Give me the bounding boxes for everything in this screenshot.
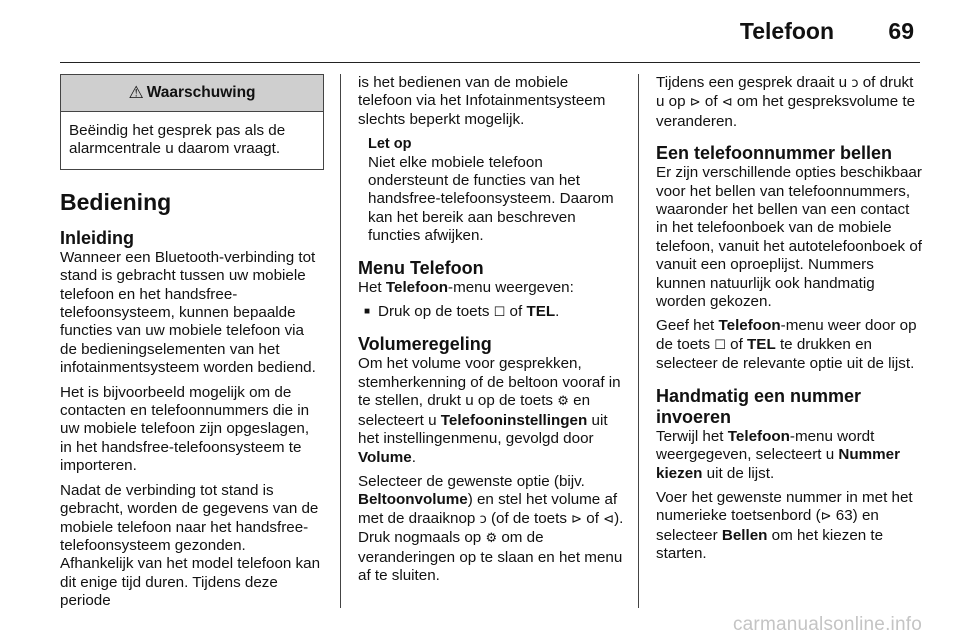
subsection-heading-menu: Menu Telefoon — [358, 257, 484, 278]
left-key-icon: ⊲ — [603, 511, 615, 527]
warning-icon: ⚠ — [128, 82, 144, 102]
paragraph: Wanneer een Bluetooth-verbinding tot stand is gebracht tussen uw mobiele telefoon en het handsfree-telefoonsysteem, kunnen bepaalde functies van uw mobiele telefoon via de bedieningselementen van het infotainmentsysteem worden bediend. — [60, 248, 316, 377]
warning-box — [60, 74, 324, 170]
text: Tijdens een gesprek draait u — [656, 74, 852, 91]
list-item — [358, 303, 624, 322]
paragraph: Het is bijvoorbeeld mogelijk om de contacten en telefoonnummers die in uw mobiele telefoon zijn opgeslagen, in het handsfree-telefoonsysteem te importeren. — [60, 383, 310, 475]
page-header — [60, 14, 920, 63]
note-box — [358, 135, 624, 245]
watermark: carmanualsonline.info — [732, 614, 922, 635]
key-name: TEL — [526, 303, 556, 321]
paragraph: Nadat de verbinding tot stand is gebracht, worden de gegevens van de mobiele telefoon naar het handsfree-telefoonsysteem gezonden. Afhankelijk van het model telefoon kan dit enige tijd duren. Tijdens deze periode — [60, 481, 321, 610]
paragraph — [656, 317, 922, 373]
paragraph — [656, 74, 922, 131]
text: ). Druk nogmaals op — [358, 509, 624, 547]
text: Voer het gewenste nummer in met het numerieke toetsenbord ( — [656, 488, 913, 525]
menu-name: Telefoon — [718, 317, 781, 335]
page-reference: 63 — [835, 507, 853, 525]
text: Om het volume voor gesprekken, stemherkenning of de beltoon vooraf in te stellen, drukt u op de toets — [358, 355, 621, 410]
text: ) en stel het volume af met de draaiknop — [358, 491, 618, 527]
text: . — [555, 303, 560, 321]
text: -menu weergeven: — [448, 278, 574, 296]
text: om de veranderingen op te slaan en het menu af te sluiten. — [358, 529, 623, 584]
paragraph — [656, 428, 922, 483]
text: ) en selecteer — [656, 507, 879, 544]
right-key-icon: ⊳ — [571, 511, 583, 527]
settings-key-icon: ⚙ — [557, 394, 569, 410]
column-divider — [340, 74, 341, 608]
paragraph — [358, 355, 624, 466]
text: uit het instellingenmenu, gevolgd door — [358, 411, 608, 448]
text: of — [505, 303, 527, 321]
text: -menu weer door op de toets — [656, 317, 917, 353]
menu-name: Telefoon — [727, 427, 790, 445]
text: (of de toets — [486, 509, 572, 527]
menu-option: Nummer kiezen — [656, 446, 900, 482]
text: uit de lijst. — [702, 464, 775, 482]
phone-key-icon: ☐ — [714, 337, 726, 353]
warning-header — [61, 75, 323, 112]
text: Terwijl het — [656, 427, 728, 445]
knob-icon: ↄ — [479, 511, 487, 527]
left-key-icon: ⊲ — [721, 95, 733, 111]
section-heading-bediening: Bediening — [60, 188, 172, 215]
warning-text: Beëindig het gesprek pas als de alarmcentrale u daarom vraagt. — [69, 122, 286, 158]
column-2 — [358, 74, 624, 591]
text: Geef het — [656, 317, 719, 335]
key-name: TEL — [747, 335, 776, 353]
subsection-heading-bellen: Een telefoonnummer bellen — [656, 143, 893, 164]
text: Selecteer de gewenste optie (bijv. — [358, 472, 585, 490]
text: of — [700, 93, 722, 111]
page-ref-arrow-icon: ⊳ — [820, 509, 832, 525]
column-divider — [638, 74, 639, 608]
list-item-text — [378, 303, 559, 322]
text: om het kiezen te starten. — [656, 526, 884, 563]
column-1 — [60, 74, 322, 617]
menu-option: Telefooninstellingen — [440, 411, 588, 429]
note-text: Niet elke mobiele telefoon ondersteunt de functies van het handsfree-telefoonsysteem. Daarom kan het bereik aan beschreven functies afwijken. — [368, 153, 614, 245]
text: -menu wordt weergegeven, selecteert u — [656, 427, 875, 464]
warning-heading: Waarschuwing — [146, 83, 256, 101]
paragraph — [358, 279, 624, 297]
text: te drukken en selecteer de relevante optie uit de lijst. — [656, 335, 915, 373]
paragraph — [656, 489, 922, 564]
text: of drukt u op — [656, 74, 914, 111]
bullet-marker: ■ — [364, 306, 371, 318]
paragraph — [358, 473, 624, 585]
subsection-heading-inleiding: Inleiding — [60, 227, 134, 248]
menu-name: Telefoon — [385, 278, 449, 296]
right-key-icon: ⊳ — [689, 95, 701, 111]
text: en selecteert u — [358, 392, 591, 429]
text: Het — [358, 278, 386, 296]
paragraph: Er zijn verschillende opties beschikbaar voor het bellen van telefoonnummers, waaronder het bellen van een contact in het telefoonboek van de mobiele telefoon, vanuit het autotelefoonboek of vanuit een oproeplijst. Nummers kunnen natuurlijk ook handmatig worden gekozen. — [656, 164, 922, 311]
subsection-heading-handmatig: Handmatig een nummer invoeren — [656, 385, 862, 427]
subsection-heading-volume: Volumeregeling — [358, 334, 492, 355]
menu-option: Beltoonvolume — [358, 491, 468, 509]
page-title: Telefoon — [739, 18, 834, 44]
text: . — [411, 448, 416, 466]
knob-icon: ↄ — [851, 76, 859, 91]
settings-key-icon: ⚙ — [485, 531, 498, 547]
phone-key-icon: ☐ — [493, 305, 506, 321]
page-number: 69 — [888, 18, 914, 44]
note-heading: Let op — [368, 136, 412, 153]
text: Druk op de toets — [378, 303, 494, 321]
text: of — [725, 335, 748, 353]
menu-option: Volume — [358, 448, 412, 466]
text: of — [582, 509, 604, 527]
column-3 — [656, 74, 922, 570]
menu-option: Bellen — [721, 526, 768, 544]
paragraph: is het bedienen van de mobiele telefoon via het Infotainmentsysteem slechts beperkt mogelijk. — [358, 74, 606, 128]
text: om het gespreksvolume te veranderen. — [656, 93, 916, 130]
